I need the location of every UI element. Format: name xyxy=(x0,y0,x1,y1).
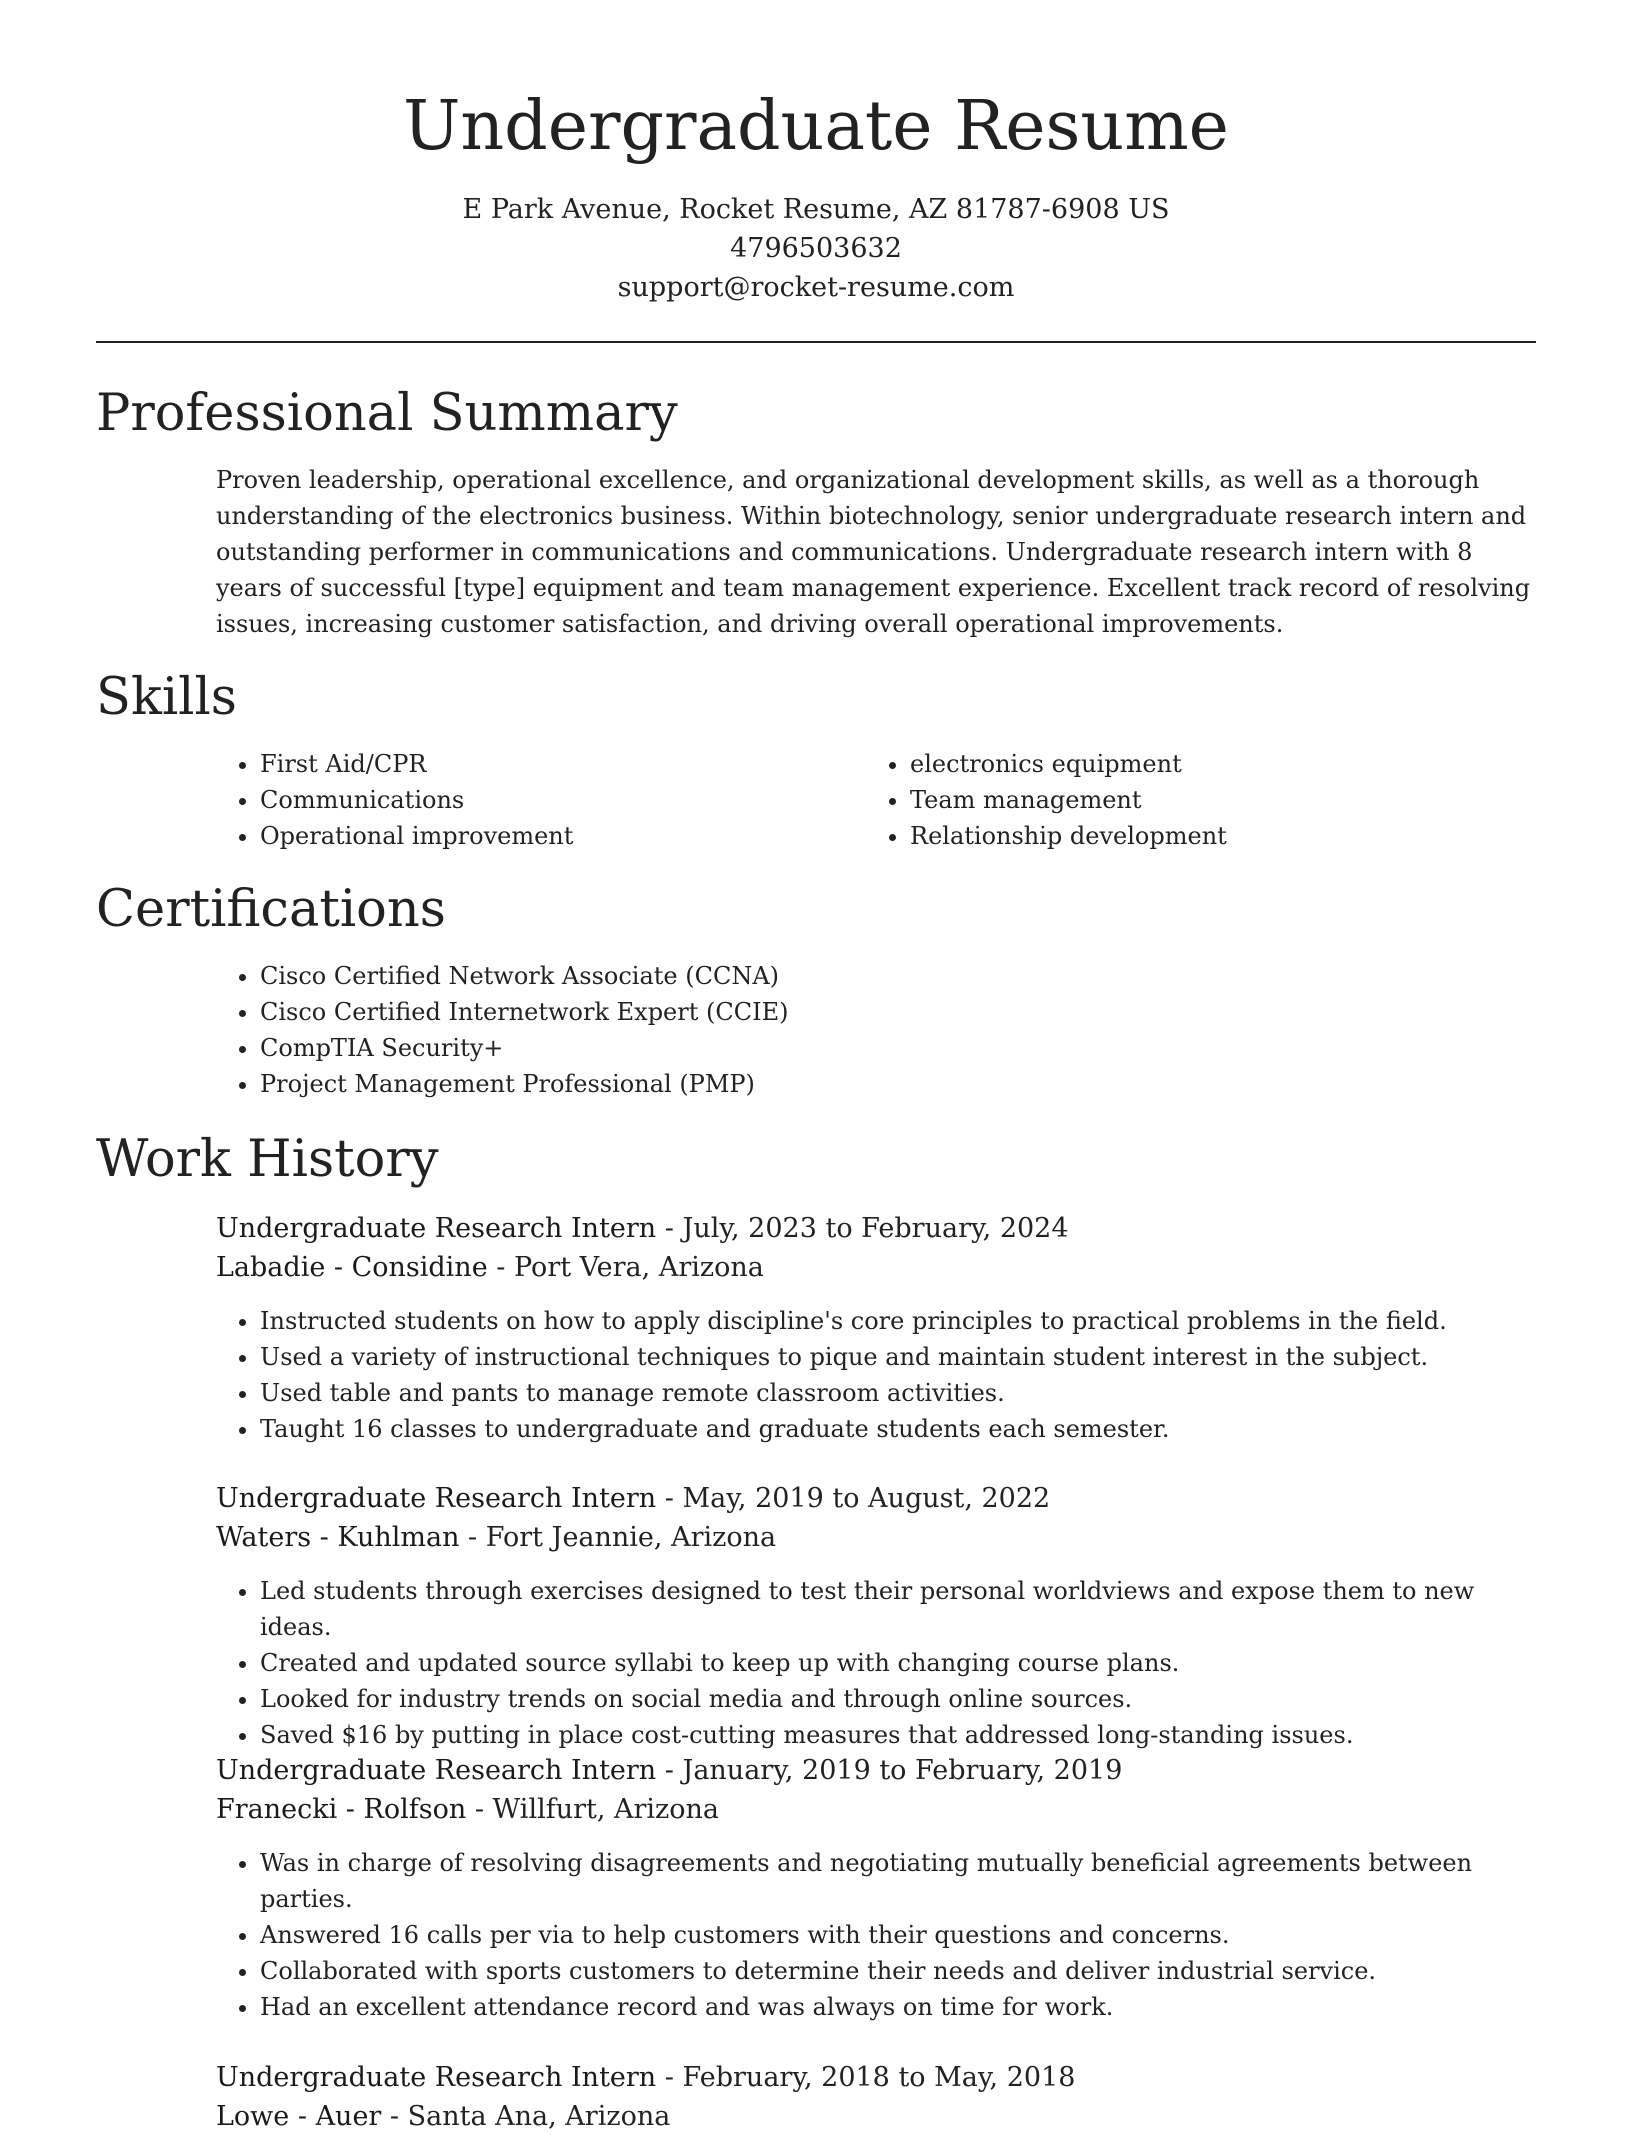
skills-heading: Skills xyxy=(96,668,237,727)
job-company-line: Franecki - Rolfson - Willfurt, Arizona xyxy=(216,1794,720,1825)
job-role: Undergraduate Research Intern xyxy=(216,1755,657,1786)
job-company-line: Lowe - Auer - Santa Ana, Arizona xyxy=(216,2101,671,2132)
skills-column-2 xyxy=(866,746,1516,854)
job-entry xyxy=(216,1751,1536,2025)
job-company: Lowe - Auer xyxy=(216,2101,382,2132)
certification-item: • Cisco Certified Internetwork Expert (CCIE) xyxy=(260,994,1536,1030)
job-bullet: • Created and updated source syllabi to keep up with changing course plans. xyxy=(260,1645,1536,1681)
job-bullet: • Looked for industry trends on social media and through online sources. xyxy=(260,1681,1536,1717)
job-bullets xyxy=(216,1573,1536,1753)
job-role: Undergraduate Research Intern xyxy=(216,2062,657,2093)
job-company-line: Labadie - Considine - Port Vera, Arizona xyxy=(216,1252,764,1283)
contact-block xyxy=(0,190,1632,307)
resume-header xyxy=(0,0,1632,307)
job-title-line: Undergraduate Research Intern - July, 2023 to February, 2024 xyxy=(216,1213,1069,1244)
contact-address: E Park Avenue, Rocket Resume, AZ 81787-6908 US xyxy=(462,194,1170,225)
skill-item: • Operational improvement xyxy=(260,818,866,854)
job-entry xyxy=(216,1209,1536,1447)
job-company: Franecki - Rolfson xyxy=(216,1794,467,1825)
work-history-heading: Work History xyxy=(96,1130,439,1189)
contact-email: support@rocket-resume.com xyxy=(617,272,1015,303)
job-title-line: Undergraduate Research Intern - May, 2019 to August, 2022 xyxy=(216,1483,1051,1514)
job-dates: February, 2018 to May, 2018 xyxy=(682,2062,1076,2093)
job-company: Labadie - Considine xyxy=(216,1252,488,1283)
certification-item: • CompTIA Security+ xyxy=(260,1030,1536,1066)
job-bullet: • Used a variety of instructional techniques to pique and maintain student interest in the subject. xyxy=(260,1339,1536,1375)
job-location: Port Vera, Arizona xyxy=(513,1252,764,1283)
resume-title: Undergraduate Resume xyxy=(403,87,1229,166)
job-bullets xyxy=(216,1845,1536,2025)
job-bullet: • Instructed students on how to apply discipline's core principles to practical problems in the field. xyxy=(260,1303,1536,1339)
job-bullet: • Taught 16 classes to undergraduate and graduate students each semester. xyxy=(260,1411,1536,1447)
job-role: Undergraduate Research Intern xyxy=(216,1483,657,1514)
summary-heading: Professional Summary xyxy=(96,384,678,443)
job-bullet: • Had an excellent attendance record and was always on time for work. xyxy=(260,1989,1536,2025)
job-bullet: • Saved $16 by putting in place cost-cutting measures that addressed long-standing issues. xyxy=(260,1717,1536,1753)
job-dates: May, 2019 to August, 2022 xyxy=(682,1483,1051,1514)
job-dates: July, 2023 to February, 2024 xyxy=(682,1213,1069,1244)
job-title-line: Undergraduate Research Intern - January, 2019 to February, 2019 xyxy=(216,1755,1123,1786)
job-bullet: • Led students through exercises designed to test their personal worldviews and expose them to new ideas. xyxy=(260,1573,1536,1645)
contact-phone: 4796503632 xyxy=(730,233,902,264)
header-divider xyxy=(96,341,1536,343)
job-company: Waters - Kuhlman xyxy=(216,1522,460,1553)
job-bullet: • Collaborated with sports customers to determine their needs and deliver industrial service. xyxy=(260,1953,1536,1989)
skills-column-1 xyxy=(216,746,866,854)
job-company-line: Waters - Kuhlman - Fort Jeannie, Arizona xyxy=(216,1522,777,1553)
skills-list xyxy=(216,746,1536,854)
skill-item: • Communications xyxy=(260,782,866,818)
summary-text: Proven leadership, operational excellence, and organizational development skills, as well as a thorough understanding of the electronics business. Within biotechnology, senior undergraduate research intern and outstanding performer in communications and communications. Undergraduate research intern with 8 years of successful [type] equipment and team management experience. Excellent track record of resolving issues, increasing customer satisfaction, and driving overall operational improvements. xyxy=(216,466,1531,638)
job-bullet: • Was in charge of resolving disagreements and negotiating mutually beneficial agreements between parties. xyxy=(260,1845,1536,1917)
skill-item: • Relationship development xyxy=(910,818,1516,854)
certifications-heading: Certifications xyxy=(96,880,446,939)
job-bullet: • Used table and pants to manage remote classroom activities. xyxy=(260,1375,1536,1411)
job-location: Santa Ana, Arizona xyxy=(407,2101,671,2132)
job-entry xyxy=(216,1479,1536,1753)
job-role: Undergraduate Research Intern xyxy=(216,1213,657,1244)
skill-item: • Team management xyxy=(910,782,1516,818)
skill-item: • First Aid/CPR xyxy=(260,746,866,782)
job-entry xyxy=(216,2058,1536,2136)
job-location: Fort Jeannie, Arizona xyxy=(485,1522,777,1553)
job-bullet: • Answered 16 calls per via to help customers with their questions and concerns. xyxy=(260,1917,1536,1953)
certifications-list xyxy=(216,958,1536,1102)
certification-item: • Project Management Professional (PMP) xyxy=(260,1066,1536,1102)
job-bullets xyxy=(216,1303,1536,1447)
job-location: Willfurt, Arizona xyxy=(492,1794,720,1825)
job-dates: January, 2019 to February, 2019 xyxy=(682,1755,1123,1786)
job-title-line: Undergraduate Research Intern - February, 2018 to May, 2018 xyxy=(216,2062,1076,2093)
certification-item: • Cisco Certified Network Associate (CCNA) xyxy=(260,958,1536,994)
skill-item: • electronics equipment xyxy=(910,746,1516,782)
